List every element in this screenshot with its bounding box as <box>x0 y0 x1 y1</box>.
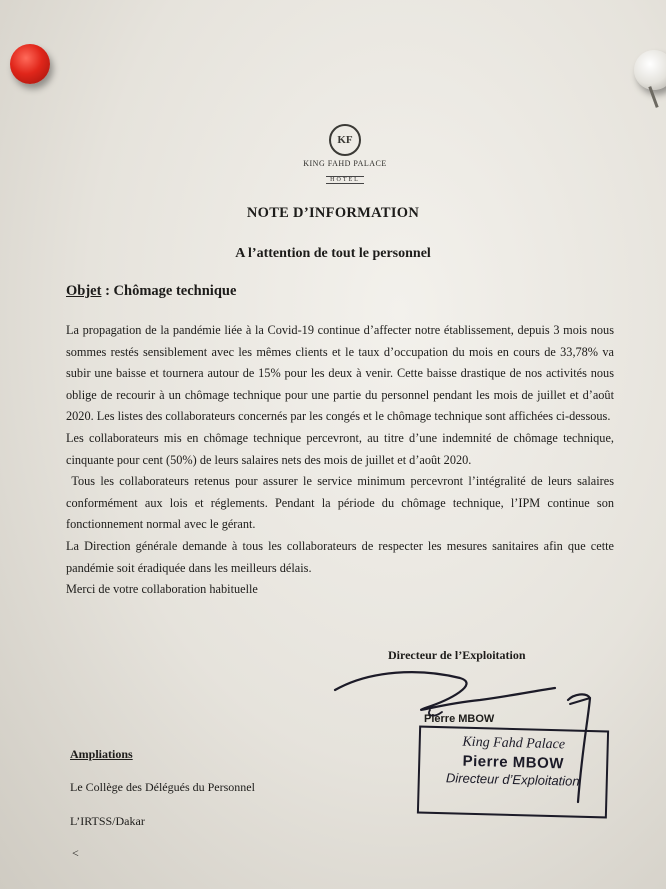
objet-separator: : <box>101 283 114 299</box>
objet-label: Objet <box>66 283 102 299</box>
document-subtitle: A l’attention de tout le personnel <box>235 246 431 261</box>
document-title: NOTE D’INFORMATION <box>246 205 420 221</box>
body-text <box>66 320 618 601</box>
stamp-hotel-name: King Fahd Palace <box>462 734 566 753</box>
signatory-name: Pierre MBOW <box>424 713 495 725</box>
white-pushpin-icon <box>634 50 666 90</box>
signatory-title: Directeur de l’Exploitation <box>388 648 526 662</box>
paragraph: Tous les collaborateurs retenus pour assurer le service minimum percevront l’intégralité de leurs salaires conformément aux lois et réglements. Pendant la période du chômage technique, l’IPM continue son fonctionnement normal avec le gérant. <box>66 474 618 532</box>
objet-text: Chômage technique <box>113 283 237 299</box>
logo-sub: HOTEL <box>326 176 364 184</box>
paragraph: Merci de votre collaboration habituelle <box>66 582 258 597</box>
paragraph: La propagation de la pandémie liée à la Covid-19 continue d’affecter notre établissement, depuis 3 mois nous sommes restés sensiblement avec les mêmes clients et le taux d’occupation du mois en cours de 33,78% va subir une baisse et tournera autour de 15% pour les deux à venir. Cette baisse drastique de nos activités nous oblige de recourir à un chômage technique pour une partie du personnel pendant les mois de juillet et d’août 2020. Les listes des collaborateurs concernés par les congés et le chômage technique sont affichées ci-dessous. <box>66 323 614 424</box>
ampliations-heading: Ampliations <box>70 747 133 761</box>
ampliation-item: < <box>72 846 79 860</box>
hotel-logo <box>300 124 390 186</box>
stamp-person-name: Pierre MBOW <box>462 752 565 773</box>
logo-name: KING FAHD PALACE <box>303 159 387 168</box>
paragraph: La Direction générale demande à tous les collaborateurs de respecter les mesures sanitaires afin que cette pandémie soit éradiquée dans les meilleurs délais. <box>66 538 614 575</box>
paragraph: Les collaborateurs mis en chômage technique percevront, au titre d’une indemnité de chômage technique, cinquante pour cent (50%) de leurs salaires nets des mois de juillet et d’août 2020. <box>66 430 614 467</box>
logo-initials: KF <box>337 134 353 146</box>
stamp-role: Directeur d’Exploitation <box>445 770 580 789</box>
ampliation-item: L’IRTSS/Dakar <box>70 814 145 828</box>
signature-stroke-icon <box>560 690 600 810</box>
ampliation-item: Le Collège des Délégués du Personnel <box>70 780 255 794</box>
objet-line <box>66 283 236 300</box>
logo-crest-icon <box>329 124 361 156</box>
red-pushpin-icon <box>10 44 50 84</box>
